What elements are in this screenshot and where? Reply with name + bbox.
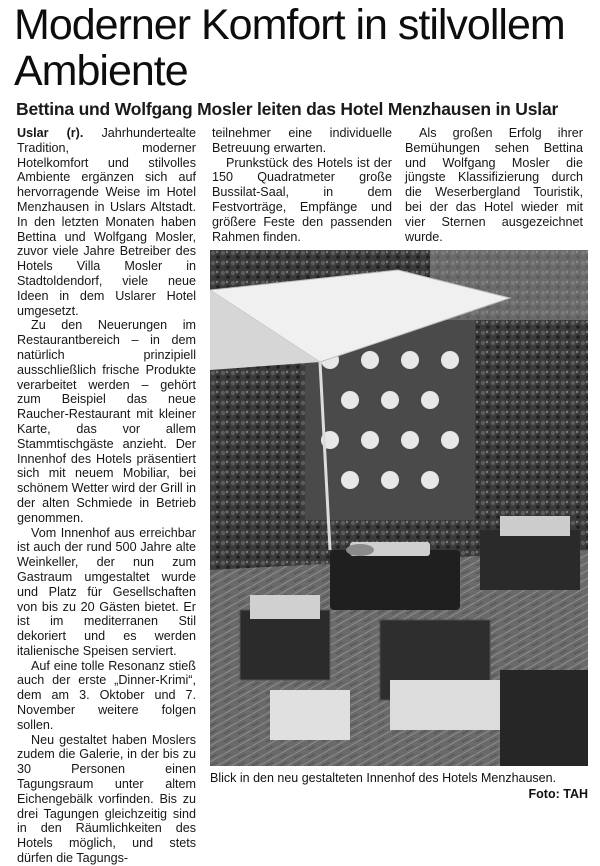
photo-caption <box>210 770 588 802</box>
photo-credit: Foto: TAH <box>528 787 588 801</box>
paragraph-text: Jahrhundertealte Tradition, moderner Hotelkomfort und stilvolles Ambiente ergänzen sich auf hervorragende Weise im Hotel Menzhausen in Uslars Altstadt. In den letzten Monaten haben Bettina und Wolfgang Mosler, zuvor viele Jahre Betreiber des Hotels Villa Mosler in Stadtoldendorf, viele neue Ideen in dem Uslarer Hotel umgesetzt. <box>17 126 197 318</box>
column-1 <box>17 126 196 866</box>
paragraph: Neu gestaltet haben Moslers zudem die Galerie, in der bis zu 30 Personen einen Tagungsraum unter altem Eichengebälk vorfinden. Bis zu drei Tagungen gleichzeitig sind in den Räumlichkeiten des Hotels möglich, und stets dürfen die Tagungs- <box>17 732 196 866</box>
dateline: Uslar (r). <box>17 126 84 140</box>
paragraph: Auf eine tolle Resonanz stieß auch der erste „Dinner-Krimi“, dem am 3. Oktober und 7. November weitere folgen sollen. <box>17 658 196 732</box>
headline-line-2: Ambiente <box>14 47 188 95</box>
paragraph: Als großen Erfolg ihrer Bemühungen sehen Bettina und Wolfgang Mosler die jüngste Klassifizierung durch die Weserbergland Touristik, bei der das Hotel wieder mit vier Sternen ausgezeichnet wurde. <box>405 126 583 244</box>
paragraph <box>17 126 196 318</box>
subheadline: Bettina und Wolfgang Mosler leiten das Hotel Menzhausen in Uslar <box>16 99 559 119</box>
paragraph: Zu den Neuerungen im Restaurantbereich – in dem natürlich prinzipiell ausschließlich frische Produkte verarbeitet werden – gehört zum Beispiel das neue Raucher-Restaurant mit kleiner Karte, das vor allem Stammtischgäste anzieht. Der Innenhof des Hotels präsentiert sich mit neuem Mobiliar, bei schönem Wetter wird der Grill in der alten Schmiede in Betrieb genommen. <box>17 318 196 525</box>
headline <box>14 2 594 94</box>
column-3 <box>405 126 583 244</box>
paragraph: Prunkstück des Hotels ist der 150 Quadratmeter große Bussilat-Saal, in dem Festvorträge, Empfänge und größere Feste den passenden Rahmen finden. <box>212 155 392 244</box>
caption-text: Blick in den neu gestalteten Innenhof des Hotels Menzhausen. <box>210 771 557 785</box>
courtyard-photo <box>210 250 588 766</box>
column-2 <box>212 126 392 244</box>
headline-line-1: Moderner Komfort in stilvollem <box>14 1 565 49</box>
paragraph: teilnehmer eine individuelle Betreuung erwarten. <box>212 126 392 155</box>
paragraph: Vom Innenhof aus erreichbar ist auch der rund 500 Jahre alte Weinkeller, der nun zum Gastraum umgestaltet wurde und Platz für Gesellschaften von bis zu 20 Gästen bietet. Er ist im mediterranen Stil dekoriert und es werden italienische Speisen serviert. <box>17 525 196 658</box>
